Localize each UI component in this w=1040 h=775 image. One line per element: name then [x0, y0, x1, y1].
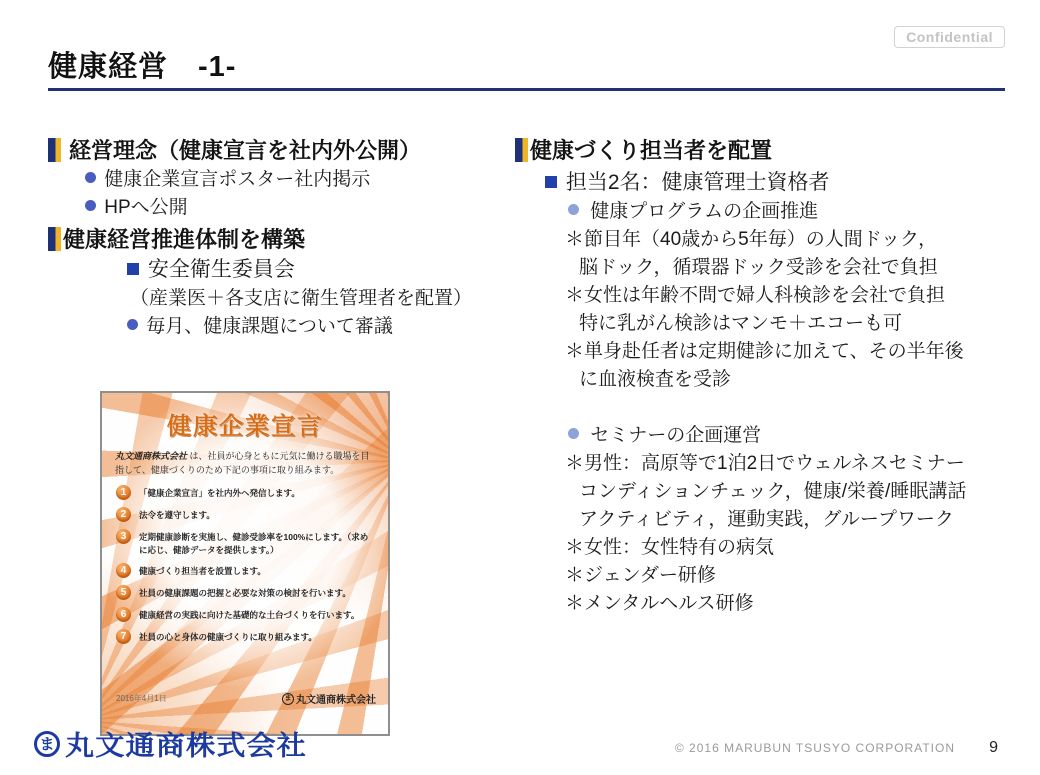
circle-bullet-icon: [568, 204, 579, 215]
company-logo-text: 丸文通商株式会社: [65, 731, 307, 761]
list-item: [515, 198, 1030, 226]
star-item: ＊メンタルヘルス研修: [565, 593, 754, 614]
page-number: 9: [989, 739, 998, 756]
heading-bar-icon: [48, 138, 61, 162]
poster-signature-text: 丸文通商株式会社: [296, 695, 376, 706]
heading-text: 健康経営推進体制を構築: [63, 227, 306, 252]
star-item-continuation: に血液検査を受診: [579, 369, 732, 390]
right-column: [515, 133, 1030, 618]
poster-intro-text: は、社員が心身ともに元気に働ける職場を目指して、健康づくりのため下記の事項に取り組みます。: [115, 451, 370, 475]
company-logo-icon: ま: [282, 693, 294, 705]
star-item-continuation: 脳ドック，循環器ドック受診を会社で負担: [579, 257, 938, 278]
health-declaration-poster: [100, 391, 390, 736]
star-item-continuation: コンディションチェック，健康/栄養/睡眠講話: [579, 481, 967, 502]
list-item-text: HPへ公開: [104, 197, 188, 218]
star-item: ＊男性：高原等で1泊2日でウェルネスセミナー: [565, 453, 965, 474]
list-item: [48, 255, 508, 285]
list-item: [48, 313, 508, 341]
list-item: [48, 194, 508, 222]
list-item-text: 毎月、健康課題について審議: [146, 316, 393, 337]
list-item: [515, 422, 1030, 450]
heading-bar-icon: [515, 138, 528, 162]
poster-item-number: 6: [116, 607, 131, 622]
page-title: 健康経営 -1-: [48, 51, 237, 83]
square-bullet-icon: [127, 263, 139, 275]
star-item: ＊節目年（40歳から5年毎）の人間ドック，: [565, 229, 938, 250]
square-bullet-icon: [545, 176, 557, 188]
circle-bullet-icon: [85, 172, 96, 183]
list-item-note: （産業医＋各支店に衛生管理者を配置）: [130, 288, 473, 309]
star-item: ＊女性：女性特有の病気: [565, 537, 775, 558]
poster-item-number: 7: [116, 629, 131, 644]
poster-item-number: 4: [116, 563, 131, 578]
heading-text: 経営理念（健康宣言を社内外公開）: [69, 138, 422, 163]
star-item: ＊ジェンダー研修: [565, 565, 716, 586]
poster-item-text: 法令を遵守します。: [139, 509, 215, 520]
section-heading-management-philosophy: [48, 133, 508, 166]
star-item: ＊女性は年齢不問で婦人科検診を会社で負担: [565, 285, 946, 306]
poster-item-number: 2: [116, 507, 131, 522]
star-item-continuation: アクティビティ，運動実践，グループワーク: [579, 509, 954, 530]
circle-bullet-icon: [127, 319, 138, 330]
poster-footer: [116, 691, 376, 706]
spacer: [515, 394, 1030, 422]
copyright-text: © 2016 MARUBUN TSUSYO CORPORATION: [674, 741, 955, 755]
poster-item-number: 3: [116, 529, 131, 544]
poster-item: [116, 529, 374, 557]
poster-item: [116, 507, 374, 522]
confidential-badge: Confidential: [894, 26, 1005, 48]
star-item-continuation: 特に乳がん検診はマンモ＋エコーも可: [579, 313, 903, 334]
title-underline: [48, 88, 1005, 91]
list-item: [48, 166, 508, 194]
poster-item-text: 「健康企業宣言」を社内外へ発信します。: [139, 487, 300, 498]
heading-text: 健康づくり担当者を配置: [530, 138, 773, 163]
poster-company-name: 丸文通商株式会社: [115, 451, 188, 461]
circle-bullet-icon: [85, 200, 96, 211]
list-item-text: 担当2名：健康管理士資格者: [565, 171, 830, 194]
poster-item-text: 健康経営の実践に向けた基礎的な土台づくりを行います。: [139, 610, 360, 621]
list-item: [515, 168, 1030, 198]
section-heading-promotion-structure: [48, 222, 508, 255]
list-item-text: 安全衛生委員会: [147, 258, 295, 281]
poster-title: 健康企業宣言: [167, 414, 323, 440]
list-item-text: 健康企業宣言ポスター社内掲示: [104, 169, 371, 190]
poster-item: [116, 607, 374, 622]
poster-item: [116, 485, 374, 500]
star-item: ＊単身赴任者は定期健診に加えて、その半年後: [565, 341, 964, 362]
poster-item: [116, 585, 374, 600]
heading-bar-icon: [48, 227, 61, 251]
poster-item-text: 健康づくり担当者を設置します。: [139, 566, 266, 577]
circle-bullet-icon: [568, 428, 579, 439]
poster-item: [116, 563, 374, 578]
list-item-text: セミナーの企画運営: [590, 425, 762, 446]
list-item-text: 健康プログラムの企画推進: [590, 201, 819, 222]
section-heading-health-staff: [515, 133, 1030, 166]
company-logo-icon: ま: [34, 731, 60, 757]
poster-signature: [282, 691, 376, 706]
poster-date: 2016年4月1日: [116, 694, 167, 703]
poster-item-text: 社員の健康課題の把握と必要な対策の検討を行います。: [139, 588, 351, 599]
poster-item: [116, 629, 374, 644]
left-column: [48, 133, 508, 736]
poster-intro: [115, 450, 375, 478]
poster-item-number: 5: [116, 585, 131, 600]
poster-item-text: 定期健康診断を実施し、健診受診率を100%にします。（求めに応じ、健診データを提供します。）: [139, 531, 369, 555]
company-logo: [34, 724, 307, 763]
poster-item-text: 社員の心と身体の健康づくりに取り組みます。: [139, 632, 317, 643]
poster-item-number: 1: [116, 485, 131, 500]
